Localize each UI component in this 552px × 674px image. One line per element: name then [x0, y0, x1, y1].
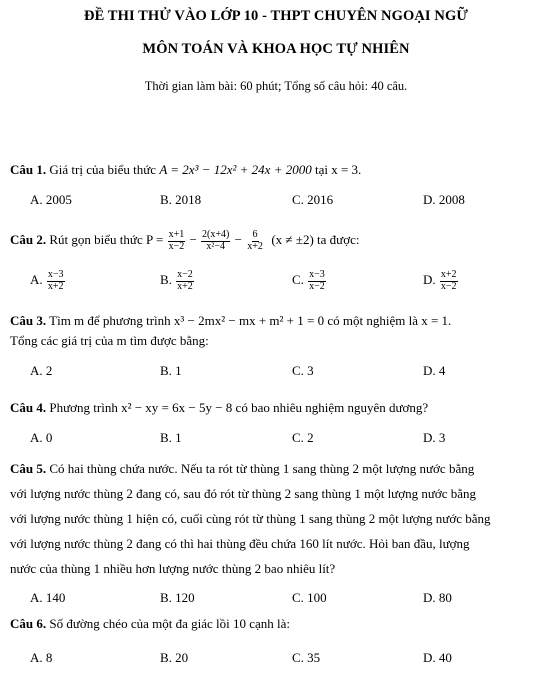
question-text: Tìm m để phương trình x³ − 2mx² − mx + m² + 1 = 0 có một nghiệm là x = 1. [49, 313, 452, 328]
question-text-line2: Tổng các giá trị của m tìm được bằng: [10, 333, 209, 349]
option-c[interactable]: C. $\frac{x-3}{x-2}$ [292, 269, 325, 292]
question-text: Phương trình x² − xy = 6x − 5y − 8 có bao nhiêu nghiệm nguyên dương? [49, 400, 429, 415]
question-tail: tại x = 3. [314, 162, 362, 177]
options-q4 [30, 430, 530, 452]
option-a[interactable]: A. 0 [30, 430, 53, 445]
option-d[interactable]: D. $\frac{x+2}{x-2}$ [423, 269, 457, 292]
fraction: $\frac{2(x+4)}{\text{x²−4}}$ [202, 229, 230, 252]
question-2: Câu 2. Rút gọn biểu thức P = $\frac{x+1}{x-2}$ − $\frac{2(x+4)}{\text{x²−4}}$ − $\frac{6}{x+2}$ (x ≠ ±2) ta được: [10, 229, 360, 252]
question-line: với lượng nước thùng 1 hiện có, cuối cùng rót từ thùng 1 sang thùng 2 một lượng nước bằng [10, 511, 491, 526]
question-line: với lượng nước thùng 2 đang có thì hai thùng đều chứa 160 lít nước. Hỏi ban đầu, lượng [10, 536, 470, 551]
fraction: $\frac{6}{x+2}$ [247, 229, 263, 252]
question-line: nước của thùng 1 nhiều hơn lượng nước thùng 2 bao nhiêu lít? [10, 561, 336, 576]
options-q5 [30, 590, 530, 612]
option-a[interactable]: A. 2005 [30, 192, 72, 207]
option-d[interactable]: D. 2008 [423, 192, 465, 207]
options-q3 [30, 363, 530, 385]
question-4 [10, 398, 540, 418]
question-6 [10, 614, 540, 634]
options-q2 [30, 270, 530, 304]
question-label: Câu 5. [10, 461, 47, 476]
option-b[interactable]: B. 20 [160, 650, 189, 665]
question-line: Có hai thùng chứa nước. Nếu ta rót từ thùng 1 sang thùng 2 một lượng nước bằng [49, 461, 475, 476]
option-a[interactable]: A. 8 [30, 650, 53, 665]
question-label: Câu 4. [10, 400, 47, 415]
question-5 [10, 456, 540, 581]
question-tail: ta được: [317, 232, 360, 247]
option-a[interactable]: A. $\frac{x-3}{x+2}$ [30, 269, 64, 292]
option-b[interactable]: B. 120 [160, 590, 195, 605]
option-c[interactable]: C. 2016 [292, 192, 334, 207]
math-expression: A = 2x³ − 12x² + 24x + 2000 [159, 162, 312, 177]
option-d[interactable]: D. 40 [423, 650, 452, 665]
options-q6 [30, 650, 530, 672]
question-label: Câu 2. [10, 232, 47, 247]
options-q1 [30, 192, 530, 214]
option-d[interactable]: D. 3 [423, 430, 446, 445]
expr-prefix: P = [145, 232, 164, 247]
question-label: Câu 3. [10, 313, 47, 328]
question-1 [10, 160, 540, 180]
option-a[interactable]: A. 2 [30, 363, 53, 378]
option-b[interactable]: B. 1 [160, 363, 182, 378]
exam-subject: MÔN TOÁN VÀ KHOA HỌC TỰ NHIÊN [142, 41, 410, 57]
question-text: Số đường chéo của một đa giác lồi 10 cạnh là: [49, 616, 291, 631]
fraction: $\frac{x+1}{x-2}$ [168, 229, 185, 252]
option-b[interactable]: B. 2018 [160, 192, 202, 207]
question-line: với lượng nước thùng 2 đang có, sau đó rót từ thùng 2 sang thùng 1 một lượng nước bằng [10, 486, 477, 501]
option-a[interactable]: A. 140 [30, 590, 66, 605]
question-label: Câu 6. [10, 616, 47, 631]
question-text: Rút gọn biểu thức [49, 232, 143, 247]
exam-info: Thời gian làm bài: 60 phút; Tổng số câu hỏi: 40 câu. [144, 79, 408, 93]
question-3 [10, 311, 540, 351]
option-c[interactable]: C. 2 [292, 430, 314, 445]
option-c[interactable]: C. 100 [292, 590, 327, 605]
option-b[interactable]: B. 1 [160, 430, 182, 445]
option-d[interactable]: D. 4 [423, 363, 446, 378]
option-d[interactable]: D. 80 [423, 590, 452, 605]
option-b[interactable]: B. $\frac{x-2}{x+2}$ [160, 269, 193, 292]
option-c[interactable]: C. 35 [292, 650, 321, 665]
question-text: Giá trị của biểu thức [49, 162, 157, 177]
exam-title: ĐỀ THI THỬ VÀO LỚP 10 - THPT CHUYÊN NGOẠI NGỮ [84, 8, 468, 24]
option-c[interactable]: C. 3 [292, 363, 314, 378]
question-label: Câu 1. [10, 162, 47, 177]
condition: (x ≠ ±2) [271, 232, 314, 247]
